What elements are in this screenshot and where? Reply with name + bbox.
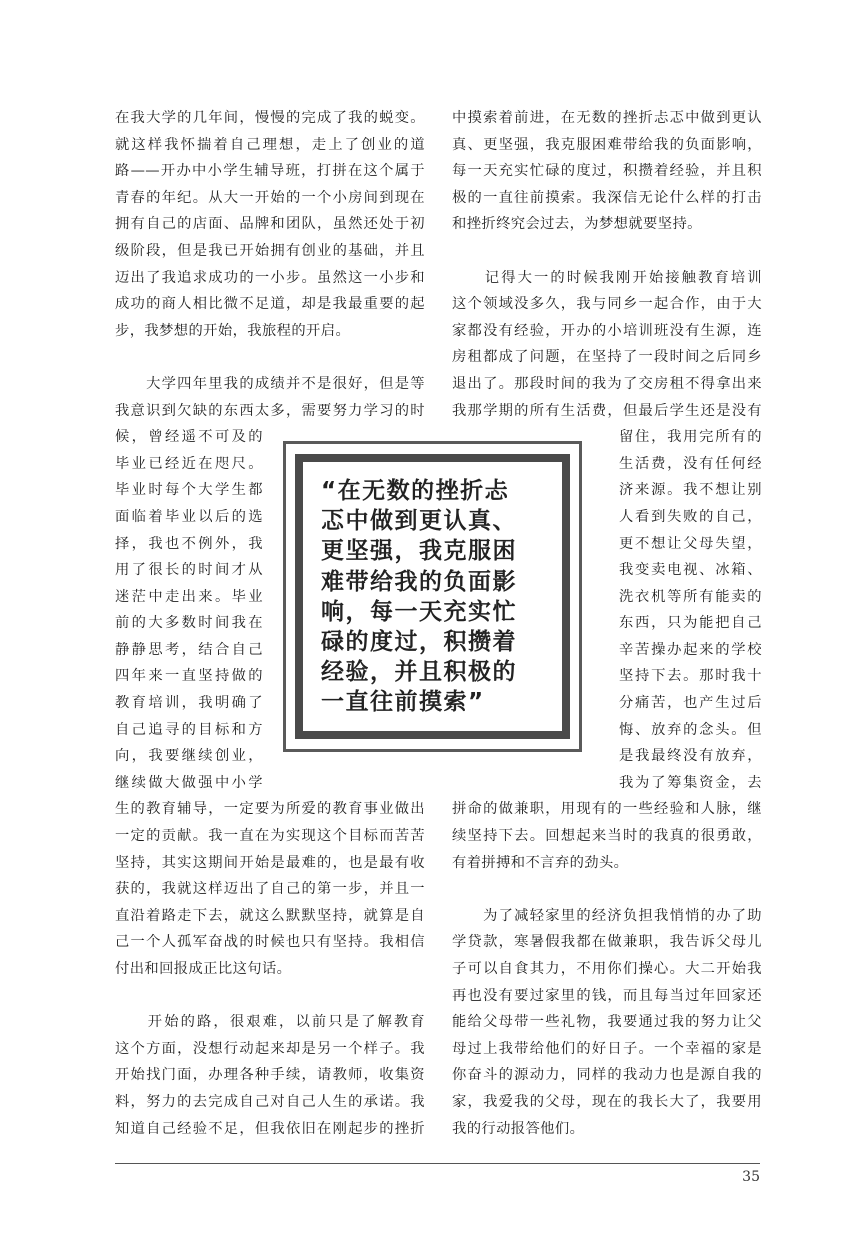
text-line: 真、更坚强，我克服困难带给我的负面影响，: [452, 136, 762, 153]
text-line: 教育培训，我明确了: [115, 695, 263, 712]
paragraph: [115, 105, 425, 344]
text-line: 人看到失败的自己，: [619, 508, 762, 525]
page-number: 35: [742, 1169, 760, 1185]
text-line: 级阶段，但是我已开始拥有创业的基础，并且: [115, 242, 425, 259]
text-line: 我的行动报答他们。: [452, 1120, 585, 1137]
text-line: 知道自己经验不足，但我依旧在刚起步的挫折: [115, 1120, 425, 1137]
text-line: 步，我梦想的开始，我旅程的开启。: [115, 322, 351, 339]
text-line: 毕业时每个大学生都: [115, 482, 263, 499]
paragraph: [452, 105, 762, 238]
text-line: 拥有自己的店面、品牌和团队，虽然还处于初: [115, 216, 425, 233]
paragraph: [115, 1009, 425, 1142]
text-line: 再也没有要过家里的钱，而且每当过年回家还: [452, 987, 762, 1004]
text-line: 面临着毕业以后的选: [115, 508, 263, 525]
text-line: 记得大一的时候我刚开始接触教育培训: [452, 269, 762, 286]
text-line: 坚持下去。那时我十: [619, 668, 762, 685]
text-line: 开始找门面，办理各种手续，请教师，收集资: [115, 1067, 425, 1084]
text-line: 迈出了我追求成功的一小步。虽然这一小步和: [115, 269, 425, 286]
text-line: 退出了。那段时间的我为了交房租不得拿出来: [452, 375, 762, 392]
text-line: 更不想让父母失望，: [619, 535, 762, 552]
text-line: 路——开办中小学生辅导班，打拼在这个属于: [115, 163, 425, 180]
pull-quote-frame: [295, 454, 570, 739]
text-line: 母过上我带给他们的好日子。一个幸福的家是: [452, 1040, 762, 1057]
text-line: 洗衣机等所有能卖的: [619, 588, 762, 605]
text-line: 留住，我用完所有的: [619, 429, 762, 446]
text-line: 静静思考，结合自己: [115, 641, 263, 658]
pull-quote-line: 碌的度过，积攒着: [321, 629, 517, 656]
text-line: 学贷款，寒暑假我都在做兼职，我告诉父母儿: [452, 934, 762, 951]
text-line: 在我大学的几年间，慢慢的完成了我的蜕变。: [115, 110, 425, 126]
text-line: 继续做大做强中小学: [115, 774, 263, 791]
text-line: 东西，只为能把自己: [619, 615, 762, 632]
text-line: 就这样我怀揣着自己理想，走上了创业的道: [115, 136, 425, 153]
text-line: 大学四年里我的成绩并不是很好，但是等: [115, 375, 425, 392]
text-line: 我意识到欠缺的东西太多，需要努力学习的时: [115, 402, 425, 419]
text-line: 择，我也不例外，我: [115, 535, 263, 552]
pull-quote-box: [283, 441, 582, 752]
text-line: 我为了筹集资金，去: [619, 774, 762, 791]
pull-quote-line: “在无数的挫折忐: [321, 478, 510, 504]
text-line: 极的一直往前摸索。我深信无论什么样的打击: [452, 189, 762, 206]
text-line: 向，我要继续创业，: [115, 748, 263, 765]
text-line: 有着拼搏和不言弃的劲头。: [452, 854, 629, 871]
text-line: 家都没有经验，开办的小培训班没有生源，连: [452, 322, 762, 339]
text-line: 成功的商人相比微不足道，却是我最重要的起: [115, 296, 425, 313]
text-line: 候，曾经遥不可及的: [115, 429, 263, 446]
text-line: 我变卖电视、冰箱、: [619, 562, 762, 579]
text-line: 中摸索着前进，在无数的挫折忐忑中做到更认: [452, 110, 762, 126]
text-line: 用了很长的时间才从: [115, 562, 263, 579]
text-line: 辛苦操办起来的学校: [619, 641, 762, 658]
text-line: 青春的年纪。从大一开始的一个小房间到现在: [115, 189, 425, 206]
text-line: 生活费，没有任何经: [619, 455, 762, 472]
pull-quote-line: 更坚强，我克服困: [321, 538, 517, 565]
text-line: 为了减轻家里的经济负担我悄悄的办了助: [452, 907, 762, 924]
text-line: 一定的贡献。我一直在为实现这个目标而苦苦: [115, 828, 425, 845]
text-line: 拼命的做兼职，用现有的一些经验和人脉，继: [452, 801, 762, 818]
text-line: 获的，我就这样迈出了自己的第一步，并且一: [115, 881, 425, 898]
text-line: 房租都成了问题，在坚持了一段时间之后同乡: [452, 349, 762, 366]
text-line: 是我最终没有放弃，: [619, 748, 762, 765]
text-line: 料，努力的去完成自己对自己人生的承诺。我: [115, 1093, 425, 1110]
pull-quote-line: 一直往前摸索”: [321, 689, 485, 716]
text-line: 自己追寻的目标和方: [115, 721, 263, 738]
text-line: 续坚持下去。回想起来当时的我真的很勇敢，: [452, 828, 762, 845]
text-line: 能给父母带一些礼物，我要通过我的努力让父: [452, 1014, 762, 1031]
text-line: 己一个人孤军奋战的时候也只有坚持。我相信: [115, 934, 425, 951]
text-line: 子可以自食其力，不用你们操心。大二开始我: [452, 961, 762, 977]
footer-divider: [115, 1163, 760, 1164]
text-line: 前的大多数时间我在: [115, 615, 263, 632]
text-line: 你奋斗的源动力，同样的我动力也是源自我的: [452, 1067, 762, 1084]
text-line: 毕业已经近在咫尺。: [115, 455, 263, 472]
text-line: 分痛苦，也产生过后: [619, 695, 762, 712]
text-line: 这个领域没多久，我与同乡一起合作，由于大: [452, 296, 762, 313]
text-line: 悔、放弃的念头。但: [619, 721, 762, 738]
text-line: 家，我爱我的父母，现在的我长大了，我要用: [452, 1093, 762, 1110]
text-line: 这个方面，没想行动起来却是另一个样子。我: [115, 1040, 425, 1057]
pull-quote-line: 忑中做到更认真、: [321, 508, 517, 535]
paragraph: [452, 903, 762, 1142]
text-line: 我那学期的所有生活费，但最后学生还是没有: [452, 402, 762, 419]
text-line: 生的教育辅导，一定要为所爱的教育事业做出: [115, 801, 425, 818]
text-line: 坚持，其实这期间开始是最难的，也是最有收: [115, 854, 425, 871]
text-line: 四年来一直坚持做的: [115, 668, 263, 685]
pull-quote-line: 难带给我的负面影: [321, 568, 517, 595]
text-line: 迷茫中走出来。毕业: [115, 588, 263, 605]
pull-quote-line: 经验，并且积极的: [321, 659, 517, 686]
text-line: 开始的路，很艰难，以前只是了解教育: [115, 1014, 425, 1031]
text-line: 直沿着路走下去，就这么默默坚持，就算是自: [115, 907, 425, 924]
pull-quote-line: 响，每一天充实忙: [321, 598, 517, 625]
text-line: 每一天充实忙碌的度过，积攒着经验，并且积: [452, 163, 762, 180]
text-line: 和挫折终究会过去，为梦想就要坚持。: [452, 216, 702, 233]
text-line: 付出和回报成正比这句话。: [115, 961, 292, 977]
text-line: 济来源。我不想让别: [619, 482, 762, 499]
